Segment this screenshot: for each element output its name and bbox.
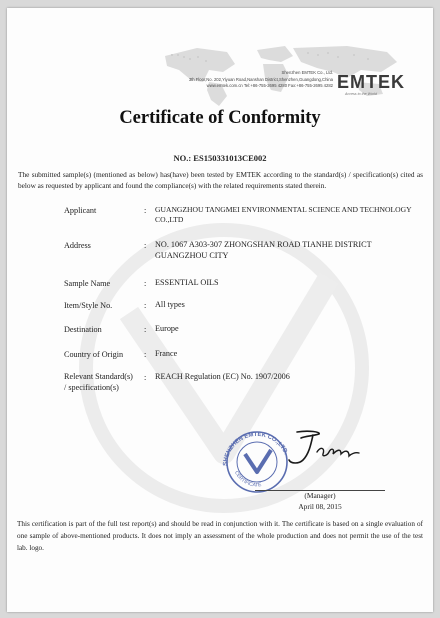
- country-colon: :: [144, 350, 147, 359]
- sample-name-colon: :: [144, 279, 147, 288]
- address-value: NO. 1067 A303-307 ZHONGSHAN ROAD TIANHE DISTRICT GUANGZHOU CITY: [155, 240, 372, 260]
- emtek-logo-tagline: Access to the World: [345, 92, 377, 96]
- svg-text:CERTIFICATE: CERTIFICATE: [233, 470, 262, 489]
- certificate-page: [7, 8, 433, 612]
- header-contact: www.emtek.com.cn Tel:+86-755-2695 4280 Fax:+86-755-2695 4282: [206, 83, 333, 88]
- address-label: Address: [64, 241, 91, 250]
- sample-name-label: Sample Name: [64, 279, 111, 288]
- header-address: 3th Floor,No. 202,Yiyuan Road,Nanshan District,Shenzhen,Guangdong,China: [188, 77, 333, 82]
- signatory-role: (Manager): [304, 491, 336, 500]
- item-style-value: All types: [155, 300, 185, 309]
- item-style-colon: :: [144, 301, 147, 310]
- country-value: France: [155, 349, 178, 358]
- destination-label: Destination: [64, 325, 102, 334]
- country-label: Country of Origin: [64, 350, 124, 359]
- applicant-colon: :: [144, 206, 147, 215]
- destination-colon: :: [144, 325, 147, 334]
- item-style-label: Item/Style No.: [64, 301, 113, 310]
- signature-date: April 08, 2015: [298, 502, 342, 511]
- applicant-value: GUANGZHOU TANGMEI ENVIRONMENTAL SCIENCE AND TECHNOLOGY CO.,LTD: [155, 205, 412, 224]
- sample-name-value: ESSENTIAL OILS: [155, 278, 219, 287]
- standard-label: Relevant Standard(s) / specification(s): [64, 372, 133, 392]
- intro-paragraph: The submitted sample(s) (mentioned as below) has(have) been tested by EMTEK according to the standard(s) / specification(s) cited as below as requested by applicant and found the compliance(s) with the related requirements stated therein.: [18, 170, 423, 190]
- address-colon: :: [144, 241, 147, 250]
- emtek-logo: EMTEK: [337, 72, 405, 92]
- handwritten-signature: [279, 426, 371, 466]
- page-title: Certificate of Conformity: [119, 108, 321, 128]
- footer-disclaimer: This certification is part of the full test report(s) and should be read in conjunction with it. The certificate is based on a single evaluation of one sample of above-mentioned products. It does not imply an assessment of the whole production and does not permit the use of the test lab. logo.: [17, 520, 423, 552]
- svg-text:SHENZHEN EMTEK CO.,LTD.: SHENZHEN EMTEK CO.,LTD.: [222, 431, 289, 467]
- standard-colon: :: [144, 373, 147, 382]
- destination-value: Europe: [155, 324, 179, 333]
- standard-value: REACH Regulation (EC) No. 1907/2006: [155, 372, 290, 381]
- applicant-label: Applicant: [64, 206, 97, 215]
- header-company: Shenzhen EMTEK Co., Ltd.: [281, 70, 333, 75]
- certificate-number: NO.: ES150331013CE002: [173, 153, 267, 163]
